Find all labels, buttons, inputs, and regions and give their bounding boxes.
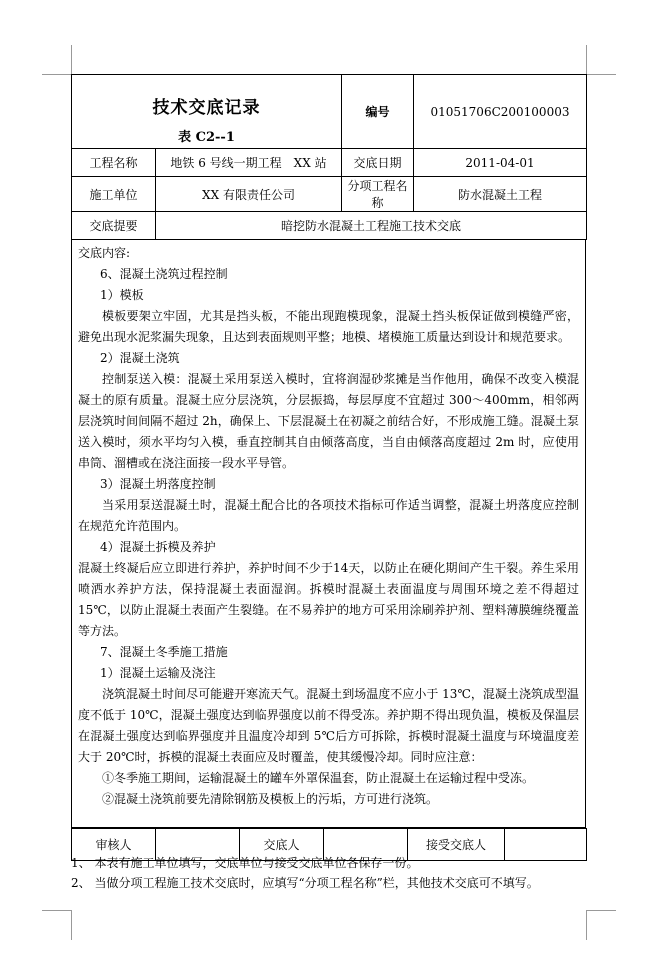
section-6-3-heading: 3）混凝土坍落度控制	[100, 477, 216, 491]
summary-label: 交底提要	[72, 212, 156, 240]
crop-mark-top-left-h	[42, 74, 72, 75]
section-6-3-text: 当采用泵送混凝土时，混凝土配合比的各项技术指标可作适当调整，混凝土坍落度应控制在规范允许范围内。	[78, 498, 579, 533]
section-6-4-heading: 4）混凝土拆模及养护	[100, 540, 216, 554]
section-6-2-text: 控制泵送入模：混凝土采用泵送入模时，宜将润湿砂浆摊是当作他用，确保不改变入模混凝土的原有质量。混凝土应分层浇筑，分层振捣，每层厚度不宜超过 300～400mm，相邻两层浇筑时间间隔不超过 2h，确保上、下层混凝土在初凝之前结合好，不形成施工缝。混凝土泵送入模时，须水平均匀入模，垂直控制其自由倾落高度，当自由倾落高度超过 2m 时，应使用串筒、溜槽或在浇注面接一段水平导管。	[78, 372, 579, 470]
summary-value: 暗挖防水混凝土工程施工技术交底	[156, 212, 587, 240]
crop-mark-bottom-right-v	[586, 910, 587, 940]
section-6-2-heading: 2）混凝土浇筑	[100, 351, 180, 365]
crop-mark-bottom-right-h	[586, 910, 616, 911]
crop-mark-top-right-v	[586, 45, 587, 75]
form-title: 技术交底记录	[152, 98, 261, 118]
construction-unit-label: 施工单位	[72, 177, 156, 212]
disclosure-content	[71, 240, 586, 828]
reviewer-label: 审核人	[72, 829, 156, 861]
discloser-label: 交底人	[240, 829, 324, 861]
section-6-1-heading: 1）模板	[100, 288, 144, 302]
form-header-table	[71, 74, 587, 240]
receiver-label: 接受交底人	[408, 829, 505, 861]
section-7-1-text: 浇筑混凝土时间尽可能避开寒流天气。混凝土到场温度不应小于 13℃，混凝土浇筑成型温度不低于 10℃，混凝土强度达到临界强度以前不得受冻。养护期不得出现负温，模板及保温层在混凝土强度达到临界强度并且温度冷却到 5℃后方可拆除，拆模时混凝土温度与环境温度差大于 20℃时，拆模的混凝土表面应及时覆盖，使其缓慢冷却。同时应注意：	[78, 687, 579, 764]
crop-mark-top-left-v	[71, 45, 72, 75]
crop-mark-top-right-h	[586, 74, 616, 75]
footnote-2: 2、 当做分项工程施工技术交底时，应填写“分项工程名称”栏，其他技术交底可不填写。	[71, 876, 539, 890]
section-7-1-item-b: ②混凝土浇筑前要先清除钢筋及模板上的污垢，方可进行浇筑。	[102, 792, 439, 806]
project-name-label: 工程名称	[72, 149, 156, 177]
section-7-1-item-a: ①冬季施工期间，运输混凝土的罐车外罩保温套，防止混凝土在运输过程中受冻。	[102, 771, 535, 785]
content-intro: 交底内容:	[78, 246, 131, 260]
form-number: 表 C2--1	[178, 130, 235, 145]
crop-mark-bottom-left-h	[42, 910, 72, 911]
disclosure-record-form	[71, 74, 586, 861]
footnotes	[71, 853, 591, 893]
code-value: 01051706C200100003	[414, 75, 587, 149]
subitem-name-value: 防水混凝土工程	[414, 177, 587, 212]
code-label: 编号	[342, 75, 414, 149]
section-6-heading: 6、混凝土浇筑过程控制	[100, 267, 228, 281]
construction-unit-value: XX 有限责任公司	[156, 177, 342, 212]
section-6-4-text: 混凝土终凝后应立即进行养护，养护时间不少于14天，以防止在硬化期间产生干裂。养生采用喷洒水养护方法，保持混凝土表面湿润。拆模时混凝土表面温度与周围环境之差不得超过15℃，以防止混凝土表面产生裂缝。在不易养护的地方可采用涂刷养护剂、塑料薄膜缠绕覆盖等方法。	[78, 561, 579, 638]
disclosure-date-label: 交底日期	[342, 149, 414, 177]
title-cell	[72, 75, 342, 149]
section-7-1-heading: 1）混凝土运输及浇注	[100, 666, 216, 680]
disclosure-date-value: 2011-04-01	[414, 149, 587, 177]
section-6-1-text: 模板要架立牢固，尤其是挡头板，不能出现跑模现象，混凝土挡头板保证做到模缝严密，避免出现水泥浆漏失现象，且达到表面规则平整；地模、堵模施工质量达到设计和规范要求。	[78, 309, 579, 344]
subitem-name-label: 分项工程名称	[342, 177, 414, 212]
footnote-1: 1、 本表有施工单位填写，交底单位与接受交底单位各保存一份。	[71, 856, 419, 870]
project-name-value: 地铁 6 号线一期工程 XX 站	[156, 149, 342, 177]
crop-mark-bottom-left-v	[71, 910, 72, 940]
section-7-heading: 7、混凝土冬季施工措施	[100, 645, 228, 659]
